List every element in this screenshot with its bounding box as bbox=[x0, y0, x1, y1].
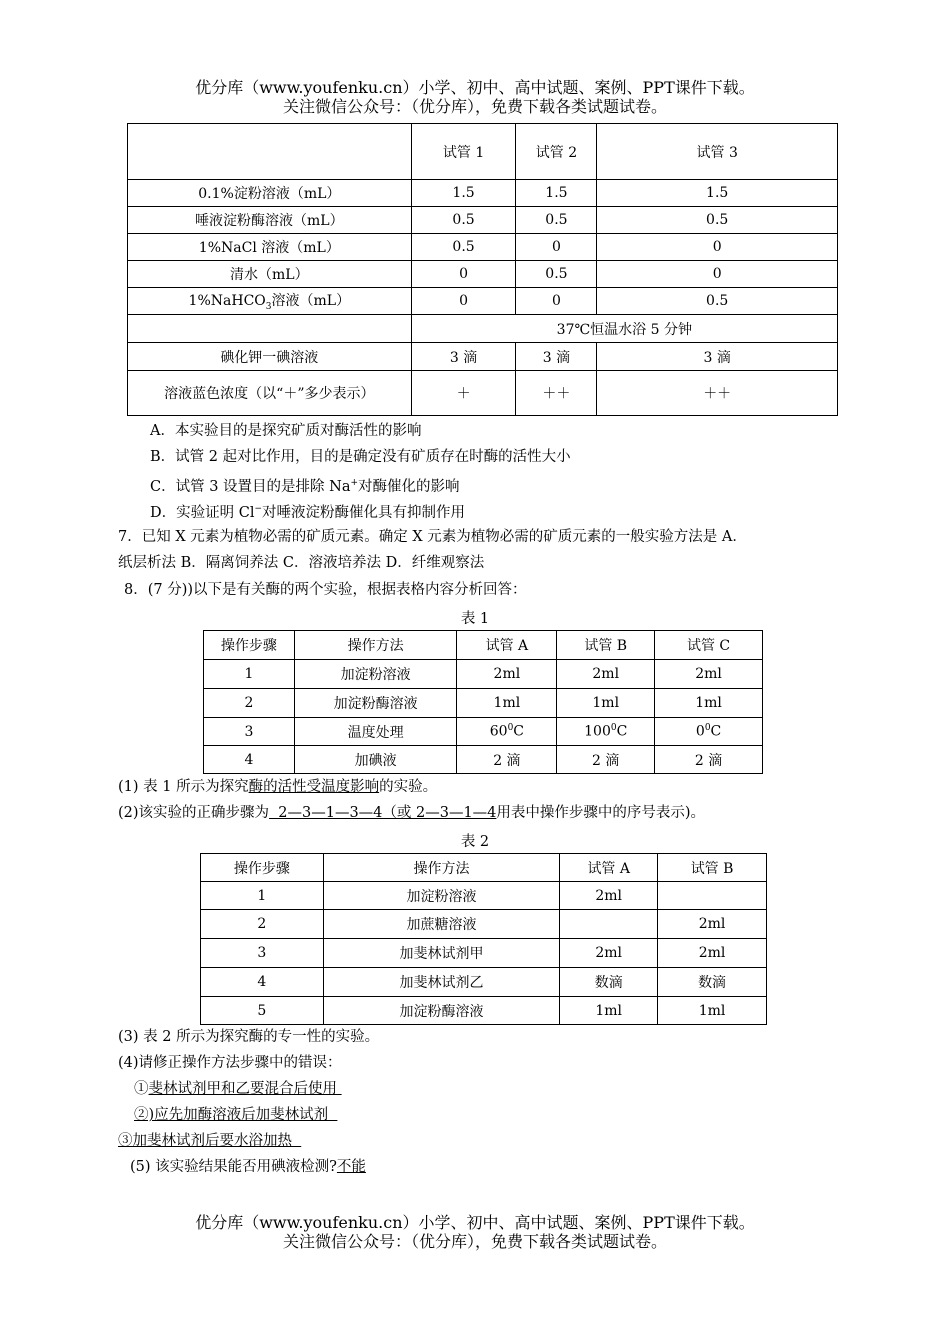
cell-value: 0 bbox=[411, 261, 516, 288]
cell-value: 0.5 bbox=[597, 207, 838, 234]
table-header-cell: 试管 2 bbox=[516, 124, 597, 180]
cell-value: 2 滴 bbox=[655, 746, 763, 774]
step-cell: 1 bbox=[204, 660, 295, 689]
row-label: 清水（mL） bbox=[128, 261, 412, 288]
q7-line-2: 纸层析法 B．隔离饲养法 C．溶液培养法 D．纤维观察法 bbox=[118, 555, 485, 571]
method-cell: 加斐林试剂乙 bbox=[323, 968, 560, 997]
cell-value: 3 滴 bbox=[516, 343, 597, 371]
cell-value: 0.5 bbox=[516, 207, 597, 234]
cell-value: 3 滴 bbox=[597, 343, 838, 371]
method-cell: 加斐林试剂甲 bbox=[323, 939, 560, 968]
cell-value: 数滴 bbox=[658, 968, 767, 997]
header-line-2: 关注微信公众号：（优分库），免费下载各类试题试卷。 bbox=[282, 97, 667, 116]
cell-value: 1.5 bbox=[516, 180, 597, 207]
cell-value bbox=[655, 718, 763, 746]
cell-value: 1ml bbox=[457, 689, 557, 718]
incubation-cell: 37℃恒温水浴 5 分钟 bbox=[411, 315, 837, 343]
fix-3 bbox=[118, 1131, 301, 1151]
cell-value: 2ml bbox=[560, 882, 658, 910]
row-label: 1%NaCl 溶液（mL） bbox=[128, 234, 412, 261]
answer-2 bbox=[118, 803, 705, 823]
cell-value: 2ml bbox=[655, 660, 763, 689]
fix-2-text: ②)应先加酶溶液后加斐林试剂 bbox=[134, 1107, 338, 1123]
cell-value: 1ml bbox=[658, 997, 767, 1025]
option-c-sup: + bbox=[350, 478, 359, 488]
cell-value bbox=[557, 718, 655, 746]
header-line-1: 优分库（www.youfenku.cn）小学、初中、高中试题、案例、PPT课件下载。 bbox=[195, 78, 755, 97]
footer-line-2: 关注微信公众号：（优分库），免费下载各类试题试卷。 bbox=[282, 1232, 667, 1251]
option-c bbox=[150, 473, 460, 497]
option-c-post: 对酶催化的影响 bbox=[358, 478, 460, 495]
row-label: 溶液蓝色浓度（以“＋”多少表示） bbox=[128, 371, 412, 416]
option-d-pre: D．实验证明 Cl bbox=[150, 504, 255, 521]
table-1 bbox=[203, 630, 763, 774]
cell-value: 0.5 bbox=[597, 288, 838, 315]
row-label: 0.1%淀粉溶液（mL） bbox=[128, 180, 412, 207]
answer-1-underlined: 酶的活性受温度影响 bbox=[248, 779, 380, 795]
answer-5 bbox=[130, 1157, 366, 1177]
table-row bbox=[128, 315, 838, 343]
table-header-cell: 操作步骤 bbox=[204, 631, 295, 660]
cell-value: 2ml bbox=[658, 939, 767, 968]
table-header-row bbox=[201, 854, 767, 882]
cell-value: 2ml bbox=[457, 660, 557, 689]
cell-value: 2ml bbox=[560, 939, 658, 968]
cell-value: 0.5 bbox=[411, 234, 516, 261]
table-header-cell: 试管 1 bbox=[411, 124, 516, 180]
row-label: 唾液淀粉酶溶液（mL） bbox=[128, 207, 412, 234]
cell-value: 1.5 bbox=[597, 180, 838, 207]
cell-value bbox=[560, 910, 658, 939]
temp-value: 0 bbox=[695, 723, 705, 740]
cell-value: 2ml bbox=[557, 660, 655, 689]
method-cell: 加淀粉酶溶液 bbox=[323, 997, 560, 1025]
cell-value: ＋＋ bbox=[597, 371, 838, 416]
temp-unit: C bbox=[616, 723, 628, 740]
answer-5-underlined: 不能 bbox=[336, 1159, 366, 1175]
table-2 bbox=[200, 853, 767, 1025]
label-post: 溶液（mL） bbox=[271, 293, 351, 310]
temp-value: 60 bbox=[489, 723, 508, 740]
temp-value: 100 bbox=[584, 723, 611, 740]
fix-1 bbox=[134, 1079, 342, 1099]
option-c-pre: C．试管 3 设置目的是排除 Na bbox=[150, 478, 351, 495]
answer-2-post: 用表中操作步骤中的序号表示)。 bbox=[496, 805, 706, 821]
answer-5-pre: (5) 该实验结果能否用碘液检测? bbox=[130, 1159, 337, 1175]
option-d bbox=[150, 499, 465, 523]
table-header-cell bbox=[128, 124, 412, 180]
cell-value: 0 bbox=[516, 234, 597, 261]
cell-value: 1ml bbox=[655, 689, 763, 718]
fix-3-text: ③加斐林试剂后要水浴加热 bbox=[118, 1133, 302, 1149]
experiment-table bbox=[127, 123, 838, 416]
table-header-cell: 操作方法 bbox=[323, 854, 560, 882]
option-b: B．试管 2 起对比作用，目的是确定没有矿质存在时酶的活性大小 bbox=[150, 449, 571, 465]
table-row bbox=[128, 371, 838, 416]
table-header-cell: 试管 C bbox=[655, 631, 763, 660]
table-row bbox=[128, 180, 838, 207]
cell-value: ＋ bbox=[411, 371, 516, 416]
table-row bbox=[201, 882, 767, 910]
table-row bbox=[201, 939, 767, 968]
fix-1-num: ① bbox=[134, 1081, 149, 1097]
cell-value: 1ml bbox=[560, 997, 658, 1025]
method-cell: 加碘液 bbox=[294, 746, 457, 774]
label-pre: 1%NaHCO bbox=[188, 293, 266, 310]
table-row bbox=[204, 746, 763, 774]
answer-2-underlined: 2—3—1—3—4（或 2—3—1—4 bbox=[269, 805, 497, 821]
table-header-cell: 试管 3 bbox=[597, 124, 838, 180]
method-cell: 加淀粉溶液 bbox=[323, 882, 560, 910]
cell-value: 1.5 bbox=[411, 180, 516, 207]
table-row bbox=[204, 689, 763, 718]
table-header-cell: 试管 B bbox=[557, 631, 655, 660]
label-sub: 3 bbox=[265, 301, 272, 312]
cell-value bbox=[658, 882, 767, 910]
method-cell: 加淀粉溶液 bbox=[294, 660, 457, 689]
table-header-cell: 试管 A bbox=[457, 631, 557, 660]
degree-sup: 0 bbox=[610, 723, 617, 734]
table-row bbox=[204, 718, 763, 746]
degree-sup: 0 bbox=[704, 723, 711, 734]
cell-value: ＋＋ bbox=[516, 371, 597, 416]
cell-value: 2 滴 bbox=[557, 746, 655, 774]
row-label: 碘化钾一碘溶液 bbox=[128, 343, 412, 371]
answer-3: (3) 表 2 所示为探究酶的专一性的实验。 bbox=[118, 1029, 380, 1045]
step-cell: 3 bbox=[204, 718, 295, 746]
q8-intro: 8．(7 分))以下是有关酶的两个实验，根据表格内容分析回答： bbox=[124, 582, 527, 598]
table-header-cell: 操作方法 bbox=[294, 631, 457, 660]
cell-value: 0.5 bbox=[516, 261, 597, 288]
table-row bbox=[201, 968, 767, 997]
table-row bbox=[128, 261, 838, 288]
temp-unit: C bbox=[710, 723, 722, 740]
cell-value: 0 bbox=[516, 288, 597, 315]
step-cell: 2 bbox=[204, 689, 295, 718]
degree-sup: 0 bbox=[507, 723, 514, 734]
cell-value: 0 bbox=[411, 288, 516, 315]
cell-value bbox=[457, 718, 557, 746]
step-cell: 2 bbox=[201, 910, 324, 939]
table-header-cell: 操作步骤 bbox=[201, 854, 324, 882]
cell-value: 2ml bbox=[658, 910, 767, 939]
method-cell: 温度处理 bbox=[294, 718, 457, 746]
table2-caption: 表 2 bbox=[460, 834, 490, 850]
table-header-row bbox=[204, 631, 763, 660]
step-cell: 4 bbox=[204, 746, 295, 774]
cell-value: 0 bbox=[597, 234, 838, 261]
table-header-cell: 试管 A bbox=[560, 854, 658, 882]
method-cell: 加淀粉酶溶液 bbox=[294, 689, 457, 718]
table-row bbox=[128, 343, 838, 371]
table-row bbox=[128, 234, 838, 261]
table1-caption: 表 1 bbox=[460, 611, 490, 627]
option-d-sup: − bbox=[254, 504, 263, 514]
cell-value: 0.5 bbox=[411, 207, 516, 234]
table-header-cell: 试管 B bbox=[658, 854, 767, 882]
row-label bbox=[128, 288, 412, 315]
answer-1-post: 的实验。 bbox=[379, 779, 438, 795]
table-row bbox=[128, 207, 838, 234]
cell-value: 1ml bbox=[557, 689, 655, 718]
answer-1 bbox=[118, 777, 437, 797]
table-row bbox=[204, 660, 763, 689]
temp-unit: C bbox=[513, 723, 525, 740]
method-cell: 加蔗糖溶液 bbox=[323, 910, 560, 939]
fix-2 bbox=[134, 1105, 337, 1125]
q7-line-1: 7．已知 X 元素为植物必需的矿质元素。确定 X 元素为植物必需的矿质元素的一般实验方法是 A． bbox=[118, 529, 747, 545]
answer-1-pre: (1) 表 1 所示为探究 bbox=[118, 779, 249, 795]
cell-value: 3 滴 bbox=[411, 343, 516, 371]
answer-2-pre: (2)该实验的正确步骤为 bbox=[118, 805, 270, 821]
table-row bbox=[201, 910, 767, 939]
table-row bbox=[128, 288, 838, 315]
cell-value: 2 滴 bbox=[457, 746, 557, 774]
step-cell: 5 bbox=[201, 997, 324, 1025]
step-cell: 4 bbox=[201, 968, 324, 997]
footer-line-1: 优分库（www.youfenku.cn）小学、初中、高中试题、案例、PPT课件下载。 bbox=[195, 1213, 755, 1232]
cell-value: 数滴 bbox=[560, 968, 658, 997]
step-cell: 1 bbox=[201, 882, 324, 910]
fix-1-text: 斐林试剂甲和乙要混合后使用 bbox=[148, 1081, 342, 1097]
cell-value: 0 bbox=[597, 261, 838, 288]
option-a: A．本实验目的是探究矿质对酶活性的影响 bbox=[150, 423, 422, 439]
table-header-row bbox=[128, 124, 838, 180]
table-row bbox=[201, 997, 767, 1025]
answer-4-intro: (4)请修正操作方法步骤中的错误： bbox=[118, 1055, 342, 1071]
option-d-post: 对唾液淀粉酶催化具有抑制作用 bbox=[262, 504, 466, 521]
step-cell: 3 bbox=[201, 939, 324, 968]
